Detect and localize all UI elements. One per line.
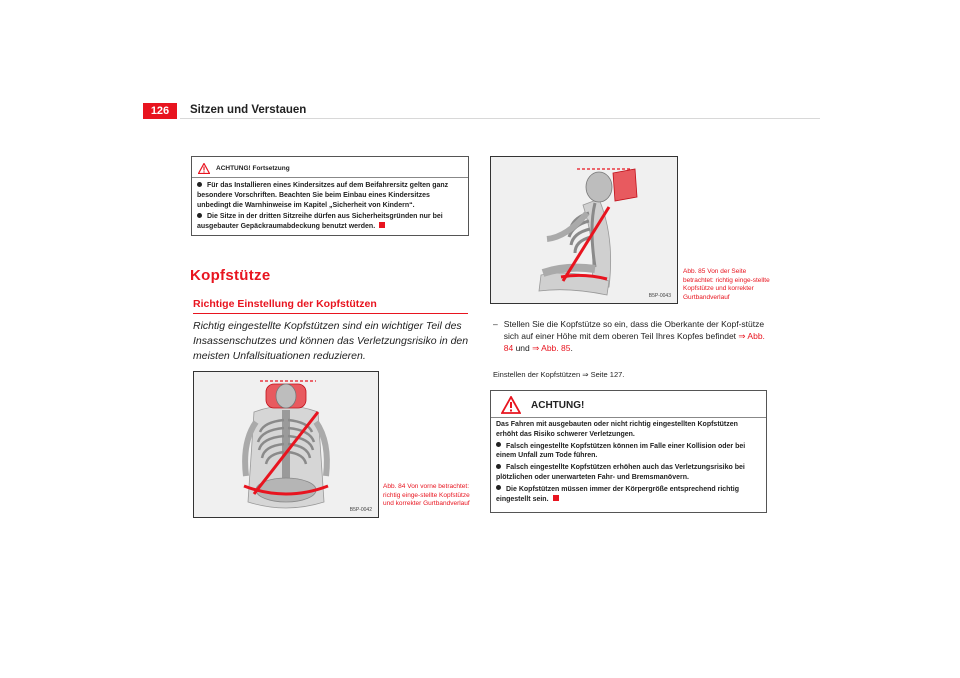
chapter-title: Sitzen und Verstauen [190, 104, 307, 116]
figure-84-front-view [193, 371, 379, 518]
warning-continued-header [198, 161, 468, 175]
instruction-step: – Stellen Sie die Kopfstütze so ein, dass die Oberkante der Kopf-stütze sich auf einer Höhe mit dem oberen Teil Ihres Kopfes befindet ⇒ Abb. 84 und ⇒ Abb. 85. [493, 319, 765, 353]
warning-triangle-icon [501, 396, 521, 414]
bullet-icon [496, 485, 501, 490]
warning-box [490, 390, 767, 513]
figure-84-link[interactable]: ⇒ Abb. 84 [503, 331, 765, 353]
figure-85-link[interactable]: ⇒ Abb. 85 [532, 343, 571, 353]
instruction-text: Stellen Sie die Kopfstütze so ein, dass die Oberkante der Kopf-stütze sich auf einer Höhe mit dem oberen Teil Ihres Kopfes befindet [503, 319, 765, 341]
warning-continued-box [191, 156, 469, 236]
warning-bullet: Für das Installieren eines Kindersitzes auf dem Beifahrersitz gelten ganz besondere Vorschriften. Beachten Sie beim Einbau eines Kindersitzes unbedingt die Warnhinweise im Kapitel „Sicherheit von Kindern“. [197, 182, 449, 209]
warning-header [501, 396, 766, 414]
bullet-icon [197, 213, 202, 218]
section-title: Kopfstütze [190, 267, 271, 284]
warning-bullet: Falsch eingestellte Kopfstützen erhöhen auch das Verletzungsrisiko bei plötzlichen oder unerwarteten Fahr- und Bremsmanövern. [496, 464, 745, 481]
subsection-title: Richtige Einstellung der Kopfstützen [193, 298, 377, 310]
header-divider [180, 118, 820, 119]
warning-triangle-icon [198, 163, 210, 174]
figure-85-caption: Abb. 85 Von der Seite betrachtet: richtig einge-stellte Kopfstütze und korrekter Gurtbandverlauf [683, 268, 770, 301]
dash-marker: – [493, 319, 498, 329]
intro-text: Richtig eingestellte Kopfstützen sind ein wichtiger Teil des Insassenschutzes und können das Verletzungsrisiko in den meisten Unfallsituationen reduzieren. [193, 320, 469, 362]
figure-code: B5P-0042 [349, 507, 372, 513]
instruction-and: und [515, 343, 530, 353]
end-of-section-icon [553, 495, 559, 501]
side-view-illustration [491, 157, 677, 303]
bullet-icon [496, 442, 501, 447]
figure-84-caption: Abb. 84 Von vorne betrachtet: richtig einge-stellte Kopfstütze und korrekter Gurtbandverlauf [383, 483, 470, 507]
figure-code: B5P-0043 [648, 293, 671, 299]
warning-label: ACHTUNG! [531, 399, 585, 411]
figure-85-side-view [490, 156, 678, 304]
bullet-icon [496, 464, 501, 469]
end-of-section-icon [379, 222, 385, 228]
warning-bullet: Die Kopfstützen müssen immer der Körpergröße entsprechend richtig eingestellt sein. [496, 485, 739, 503]
page-number: 126 [143, 103, 177, 119]
cross-reference: Einstellen der Kopfstützen ⇒ Seite 127. [493, 370, 625, 379]
warning-bullet: Falsch eingestellte Kopfstützen können im Falle einer Kollision oder bei einem Unfall zum Tode führen. [496, 442, 746, 460]
warning-continued-label: ACHTUNG! Fortsetzung [216, 164, 290, 172]
front-view-illustration [194, 372, 378, 517]
bullet-icon [197, 182, 202, 187]
subsection-divider [193, 313, 468, 314]
warning-bullet: Die Sitze in der dritten Sitzreihe dürfen aus Sicherheitsgründen nur bei ausgebauter Gepäckraumabdeckung benutzt werden. [197, 213, 443, 231]
warning-intro: Das Fahren mit ausgebauten oder nicht richtig eingestellten Kopfstützen erhöht das Risiko schwerer Verletzungen. [496, 421, 738, 438]
